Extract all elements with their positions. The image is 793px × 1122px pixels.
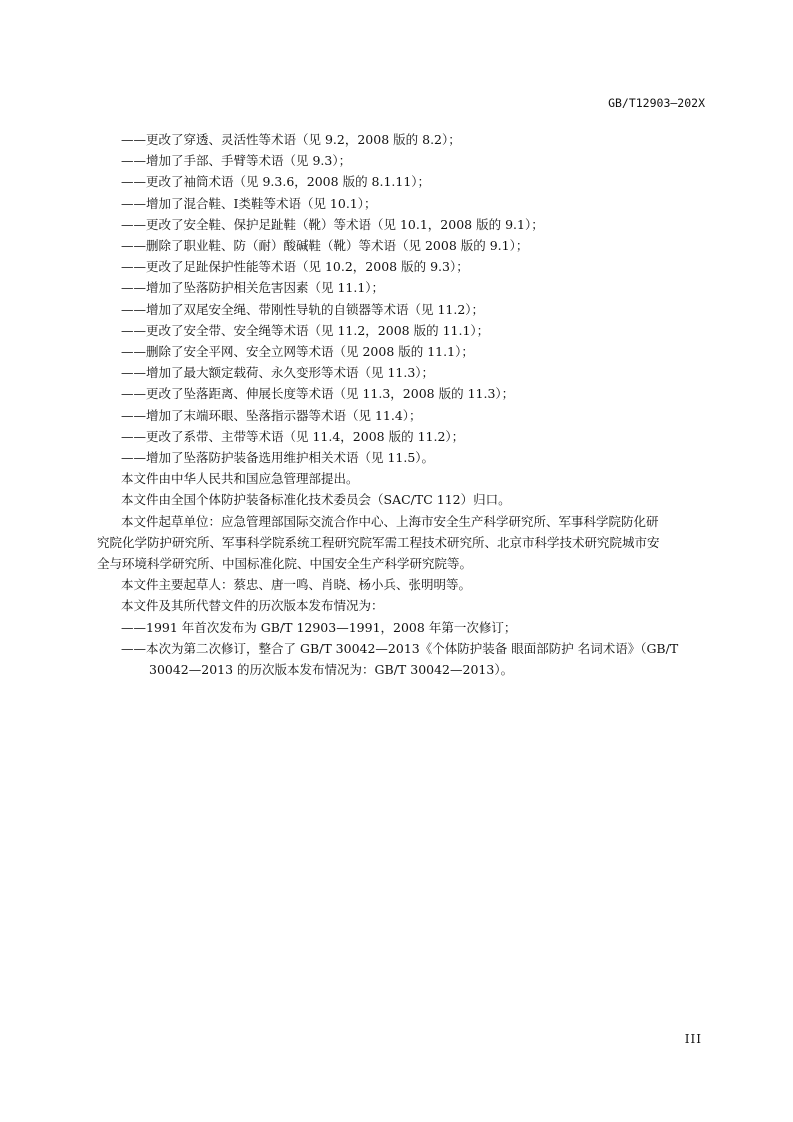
change-item: ——增加了混合鞋、Ⅰ类鞋等术语（见 10.1）； — [121, 195, 377, 211]
drafting-units-line: 全与环境科学研究所、中国标准化院、中国安全生产科学研究院等。 — [97, 556, 473, 572]
change-item: ——更改了安全鞋、保护足趾鞋（靴）等术语（见 10.1，2008 版的 9.1）； — [121, 216, 544, 232]
change-item: ——增加了坠落防护相关危害因素（见 11.1）； — [121, 280, 385, 296]
change-item: ——更改了穿透、灵活性等术语（见 9.2，2008 版的 8.2）； — [121, 132, 461, 147]
change-item: ——删除了安全平网、安全立网等术语（见 2008 版的 11.1）； — [121, 344, 474, 360]
change-item: ——更改了袖筒术语（见 9.3.6，2008 版的 8.1.11）； — [121, 174, 431, 190]
managed-by-paragraph: 本文件由全国个体防护装备标准化技术委员会（SAC/TC 112）归口。 — [121, 492, 511, 508]
change-item: ——更改了足趾保护性能等术语（见 10.2，2008 版的 9.3）； — [121, 259, 469, 275]
history-intro: 本文件及其所代替文件的历次版本发布情况为： — [121, 598, 384, 614]
change-item: ——增加了坠落防护装备选用维护相关术语（见 11.5）。 — [121, 450, 435, 466]
history-item: ——本次为第二次修订，整合了 GB/T 30042—2013《个体防护装备 眼面部防护 名词术语》（GB/T — [121, 640, 679, 656]
drafting-units-line: 究院化学防护研究所、军事科学院系统工程研究院军需工程技术研究所、北京市科学技术研究院城市安 — [97, 534, 660, 550]
standard-code: GB/T12903—202X — [608, 96, 705, 110]
change-item: ——更改了系带、主带等术语（见 11.4，2008 版的 11.2）； — [121, 428, 465, 444]
drafting-units-line: 本文件起草单位：应急管理部国际交流合作中心、上海市安全生产科学研究所、军事科学院防化研 — [121, 513, 659, 529]
drafters-paragraph: 本文件主要起草人：蔡忠、唐一鸣、肖晓、杨小兵、张明明等。 — [121, 577, 472, 593]
foreword-body — [97, 129, 721, 680]
change-item: ——增加了双尾安全绳、带刚性导轨的自锁器等术语（见 11.2）； — [121, 301, 485, 317]
page-number: III — [684, 1032, 702, 1046]
change-item: ——增加了手部、手臂等术语（见 9.3）； — [121, 153, 352, 169]
change-item: ——删除了职业鞋、防（耐）酸碱鞋（靴）等术语（见 2008 版的 9.1）； — [121, 238, 529, 254]
proposed-by-paragraph: 本文件由中华人民共和国应急管理部提出。 — [121, 471, 359, 487]
change-item: ——更改了坠落距离、伸展长度等术语（见 11.3，2008 版的 11.3）； — [121, 386, 515, 402]
history-item-continuation: 30042—2013 的历次版本发布情况为：GB/T 30042—2013）。 — [149, 662, 514, 678]
history-item: ——1991 年首次发布为 GB/T 12903—1991，2008 年第一次修订； — [121, 619, 517, 635]
change-item: ——更改了安全带、安全绳等术语（见 11.2，2008 版的 11.1）； — [121, 322, 490, 338]
change-item: ——增加了末端环眼、坠落指示器等术语（见 11.4）； — [121, 407, 422, 423]
change-item: ——增加了最大额定载荷、永久变形等术语（见 11.3）； — [121, 365, 435, 381]
